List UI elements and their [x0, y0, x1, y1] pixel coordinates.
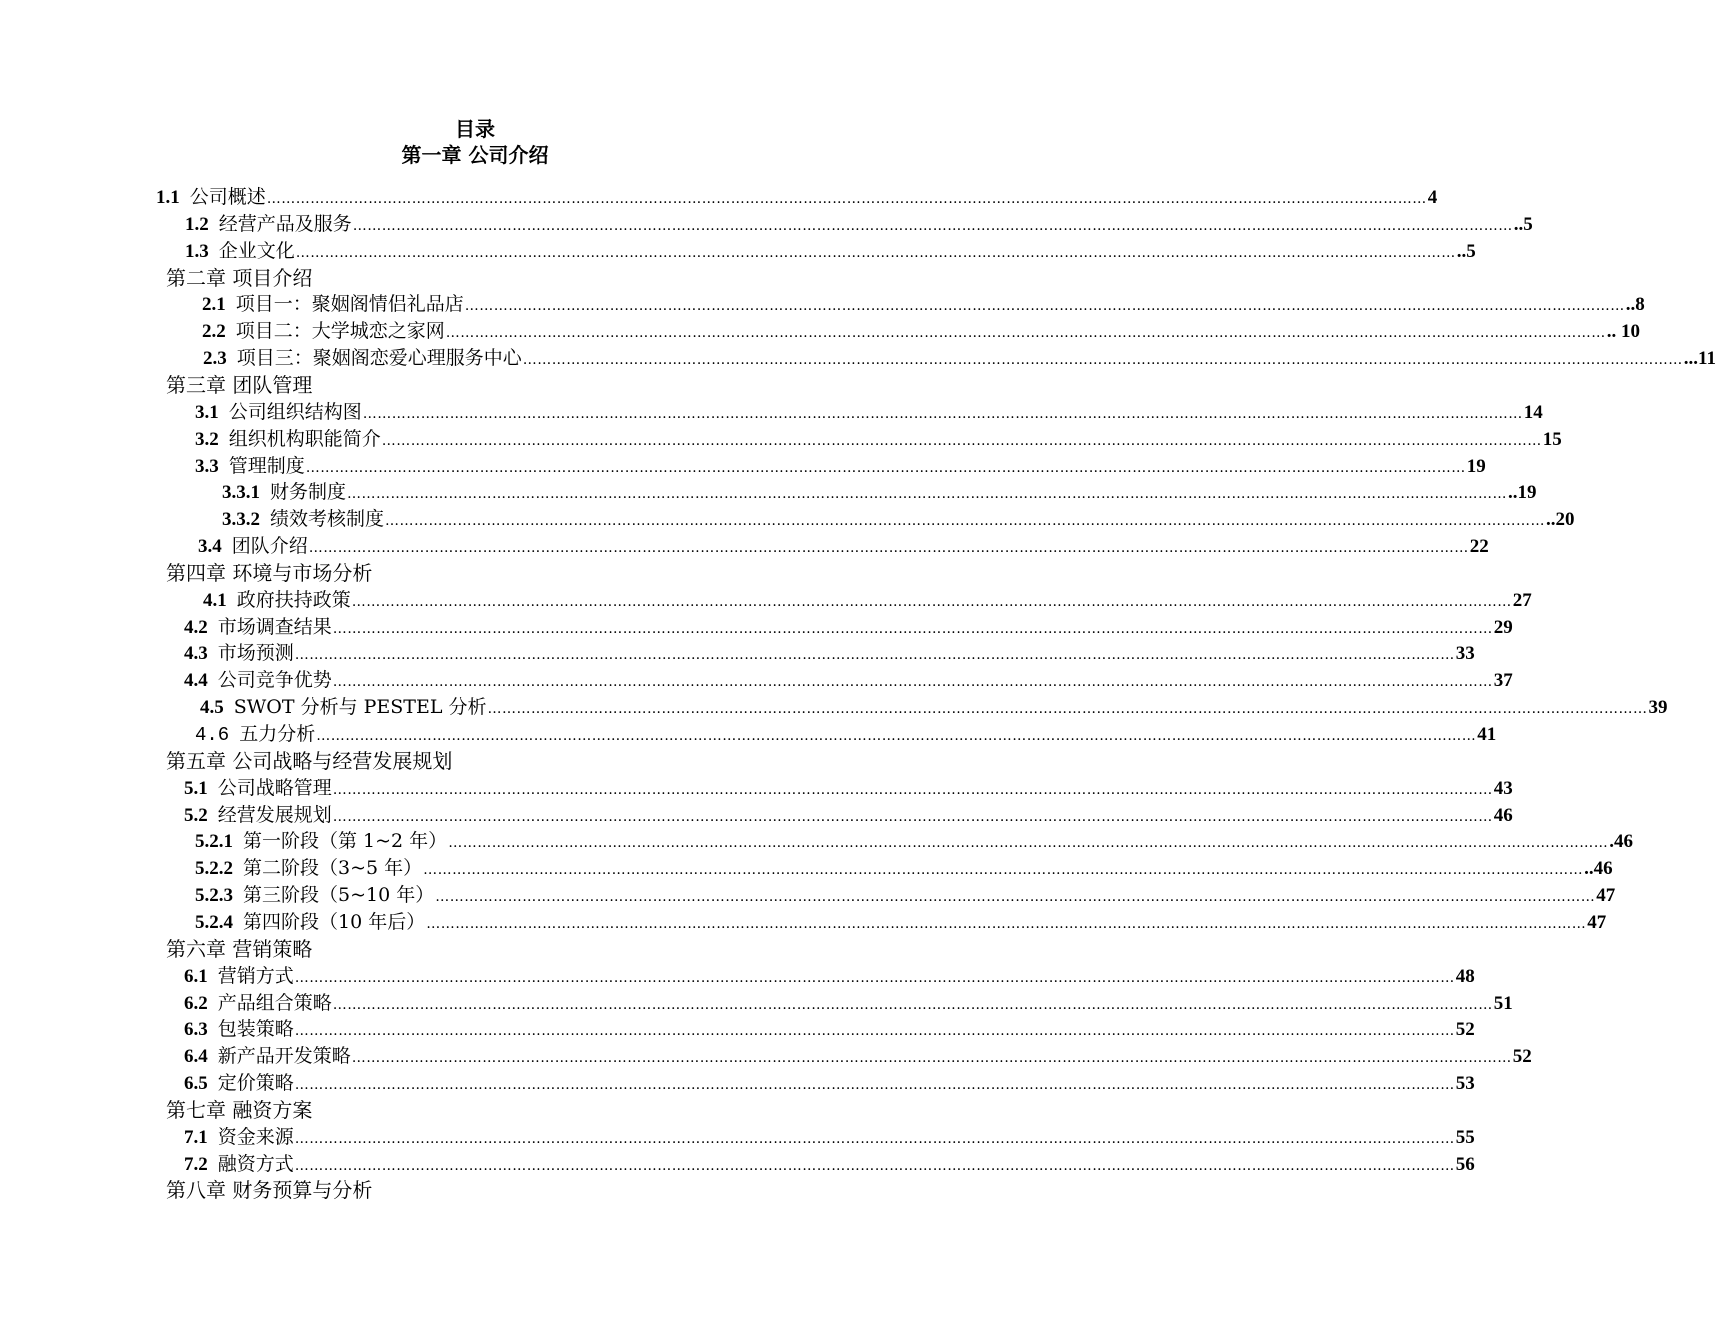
toc-chapter-heading	[166, 372, 312, 399]
toc-entry-label: 第四章 环境与市场分析	[166, 561, 373, 585]
toc-entry	[195, 399, 1543, 426]
toc-entry-label: 市场调查结果	[217, 616, 332, 638]
toc-entry-number: 1.3	[185, 241, 209, 262]
toc-page-number: 39	[1648, 697, 1668, 718]
toc-page-number: 43	[1493, 778, 1513, 799]
toc-entry-label: 企业文化	[218, 240, 295, 262]
toc-page-number: 37	[1493, 670, 1513, 691]
toc-dot-leader: ……………………………………………………………………………………………………………………………………………………………………………………………………………………	[351, 1050, 1512, 1066]
toc-page-number: 19	[1466, 456, 1486, 477]
toc-page-number: 52	[1512, 1046, 1532, 1067]
toc-entry-label: SWOT 分析与 PESTEL 分析	[233, 696, 487, 718]
toc-page-number: 33	[1455, 643, 1475, 664]
toc-entry-number: 5.2.3	[195, 885, 233, 906]
toc-dot-leader: ……………………………………………………………………………………………………………………………………………………………………………………………………………………	[332, 782, 1493, 798]
toc-entry-label: 绩效考核制度	[270, 508, 385, 530]
toc-dot-leader: ……………………………………………………………………………………………………………………………………………………………………………………………………………………	[332, 809, 1493, 825]
toc-entry-label: 资金来源	[217, 1126, 294, 1148]
toc-page-number: 15	[1542, 429, 1562, 450]
toc-entry-label: 项目一：聚姻阁情侣礼品店	[235, 293, 464, 315]
toc-entry	[202, 318, 1641, 345]
toc-entry	[184, 1124, 1475, 1151]
toc-entry-label: 五力分析	[239, 723, 316, 745]
toc-entry-number: 5.2	[184, 805, 208, 826]
toc-chapter-heading	[166, 1177, 372, 1204]
toc-entry-number: 5.2.2	[195, 858, 233, 879]
chapter-one-title: 第一章 公司介绍	[401, 143, 549, 167]
toc-dot-leader: ……………………………………………………………………………………………………………………………………………………………………………………………………………………	[352, 218, 1513, 234]
toc-page-number: 4	[1427, 187, 1438, 208]
toc-entry-number: 5.2.4	[195, 912, 233, 933]
toc-entry-number: 5.1	[184, 778, 208, 799]
toc-entry-number: 6.5	[184, 1073, 208, 1094]
toc-page-number: ..8	[1625, 294, 1645, 315]
toc-entry-number: 2.2	[202, 321, 226, 342]
toc-dot-leader: ……………………………………………………………………………………………………………………………………………………………………………………………………………………	[426, 916, 1587, 932]
toc-entry-number: 4.6	[195, 724, 230, 746]
toc-page-number: 55	[1455, 1127, 1475, 1148]
toc-dot-leader: ……………………………………………………………………………………………………………………………………………………………………………………………………………………	[294, 1131, 1455, 1147]
toc-dot-leader: ……………………………………………………………………………………………………………………………………………………………………………………………………………………	[385, 513, 1546, 529]
toc-entry	[185, 211, 1533, 238]
toc-page-number: ..20	[1546, 509, 1575, 530]
toc-page-number: 47	[1596, 885, 1616, 906]
toc-page-number: 48	[1455, 966, 1475, 987]
toc-dot-leader: ……………………………………………………………………………………………………………………………………………………………………………………………………………………	[294, 970, 1455, 986]
toc-dot-leader: ……………………………………………………………………………………………………………………………………………………………………………………………………………………	[316, 728, 1477, 744]
toc-entry	[195, 882, 1616, 909]
toc-chapter-heading	[166, 1097, 312, 1124]
toc-entry-label: 项目二：大学城恋之家网	[235, 320, 445, 342]
toc-entry-label: 第一阶段（第 1~2 年）	[243, 830, 448, 852]
toc-entry	[184, 667, 1513, 694]
toc-entry	[195, 721, 1497, 748]
toc-entry-label: 产品组合策略	[217, 992, 332, 1014]
toc-entry	[195, 426, 1562, 453]
toc-entry-label: 第五章 公司战略与经营发展规划	[166, 749, 453, 773]
toc-entry	[184, 990, 1513, 1017]
toc-dot-leader: ……………………………………………………………………………………………………………………………………………………………………………………………………………………	[448, 835, 1609, 851]
toc-entry-number: 4.2	[184, 617, 208, 638]
toc-entry-label: 财务制度	[270, 481, 347, 503]
toc-entry-number: 1.1	[156, 187, 180, 208]
toc-entry	[184, 1151, 1475, 1178]
toc-page-number: 22	[1469, 536, 1489, 557]
toc-entry-label: 市场预测	[217, 642, 294, 664]
toc-entry-label: 第七章 融资方案	[166, 1098, 313, 1122]
toc-dot-leader: ……………………………………………………………………………………………………………………………………………………………………………………………………………………	[332, 621, 1493, 637]
toc-entry-number: 7.1	[184, 1127, 208, 1148]
toc-entry-label: 第六章 营销策略	[166, 937, 313, 961]
toc-entry-label: 第三章 团队管理	[166, 373, 313, 397]
toc-dot-leader: ……………………………………………………………………………………………………………………………………………………………………………………………………………………	[435, 889, 1596, 905]
toc-entry-label: 营销方式	[217, 965, 294, 987]
toc-dot-leader: ……………………………………………………………………………………………………………………………………………………………………………………………………………………	[522, 352, 1683, 368]
toc-page-number: ...11	[1683, 348, 1716, 369]
toc-entry	[200, 694, 1668, 721]
toc-entry-number: 6.2	[184, 993, 208, 1014]
toc-entry	[222, 506, 1575, 533]
toc-dot-leader: ……………………………………………………………………………………………………………………………………………………………………………………………………………………	[294, 647, 1455, 663]
toc-entry-number: 3.4	[198, 536, 222, 557]
toc-entry-number: 4.1	[203, 590, 227, 611]
toc-entry-label: 管理制度	[228, 455, 305, 477]
toc-title: 目录	[455, 117, 495, 141]
toc-page-number: 46	[1493, 805, 1513, 826]
toc-entry	[184, 775, 1513, 802]
toc-dot-leader: ……………………………………………………………………………………………………………………………………………………………………………………………………………………	[445, 325, 1606, 341]
toc-entry	[198, 533, 1489, 560]
toc-entry-number: 6.1	[184, 966, 208, 987]
toc-entry-number: 2.3	[203, 348, 227, 369]
toc-entry	[195, 828, 1633, 855]
toc-entry	[184, 802, 1513, 829]
toc-chapter-heading	[166, 936, 312, 963]
toc-page-number: ..5	[1456, 241, 1476, 262]
toc-entry	[156, 184, 1438, 211]
toc-entry	[195, 855, 1613, 882]
toc-chapter-heading	[166, 265, 312, 292]
toc-entry-label: 团队介绍	[231, 535, 308, 557]
toc-entry-number: 6.4	[184, 1046, 208, 1067]
toc-page-number: ..19	[1508, 482, 1537, 503]
toc-entry-label: 公司战略管理	[217, 777, 332, 799]
toc-page-number: ..5	[1513, 214, 1533, 235]
toc-dot-leader: ……………………………………………………………………………………………………………………………………………………………………………………………………………………	[305, 460, 1466, 476]
toc-entry-number: 2.1	[202, 294, 226, 315]
toc-chapter-heading	[166, 560, 372, 587]
toc-dot-leader: ……………………………………………………………………………………………………………………………………………………………………………………………………………………	[308, 540, 1469, 556]
toc-entry-label: 第八章 财务预算与分析	[166, 1178, 373, 1202]
toc-entry	[202, 291, 1645, 318]
toc-entry-number: 6.3	[184, 1019, 208, 1040]
toc-entry	[195, 453, 1486, 480]
toc-entry-number: 3.3	[195, 456, 219, 477]
toc-entry	[184, 1043, 1532, 1070]
toc-page-number: 51	[1493, 993, 1513, 1014]
toc-entry-label: 经营发展规划	[217, 804, 332, 826]
toc-dot-leader: ……………………………………………………………………………………………………………………………………………………………………………………………………………………	[347, 486, 1508, 502]
toc-entry-label: 定价策略	[217, 1072, 294, 1094]
toc-entry	[184, 1070, 1475, 1097]
toc-entry-label: 第二阶段（3~5 年）	[243, 857, 423, 879]
toc-entry-label: 第三阶段（5~10 年）	[243, 884, 435, 906]
toc-entry	[203, 587, 1532, 614]
toc-page-number: .46	[1609, 831, 1633, 852]
toc-entry-number: 4.4	[184, 670, 208, 691]
toc-entry	[185, 238, 1476, 265]
toc-entry-label: 项目三：聚姻阁恋爱心理服务中心	[236, 347, 522, 369]
toc-entry-number: 1.2	[185, 214, 209, 235]
toc-entry-label: 政府扶持政策	[236, 589, 351, 611]
toc-entry	[184, 614, 1513, 641]
toc-dot-leader: ……………………………………………………………………………………………………………………………………………………………………………………………………………………	[332, 674, 1493, 690]
toc-entry-number: 4.3	[184, 643, 208, 664]
toc-entry-number: 3.2	[195, 429, 219, 450]
toc-entry	[195, 909, 1607, 936]
toc-page-number: 56	[1455, 1154, 1475, 1175]
toc-entry	[184, 1016, 1475, 1043]
toc-page-number: ..46	[1584, 858, 1613, 879]
toc-page-number: 14	[1523, 402, 1543, 423]
toc-dot-leader: ……………………………………………………………………………………………………………………………………………………………………………………………………………………	[294, 1023, 1455, 1039]
toc-entry-label: 新产品开发策略	[217, 1045, 351, 1067]
toc-page-number: 41	[1477, 724, 1497, 745]
toc-entry-number: 4.5	[200, 697, 224, 718]
toc-entry	[184, 963, 1475, 990]
toc-entry-number: 5.2.1	[195, 831, 233, 852]
toc-entry-label: 第四阶段（10 年后）	[243, 911, 426, 933]
toc-dot-leader: ……………………………………………………………………………………………………………………………………………………………………………………………………………………	[362, 406, 1523, 422]
toc-entry-number: 7.2	[184, 1154, 208, 1175]
toc-entry-label: 第二章 项目介绍	[166, 266, 313, 290]
toc-page-number: 29	[1493, 617, 1513, 638]
toc-dot-leader: ……………………………………………………………………………………………………………………………………………………………………………………………………………………	[332, 997, 1493, 1013]
toc-entry-label: 公司组织结构图	[228, 401, 362, 423]
toc-page-number: .. 10	[1606, 321, 1641, 342]
toc-dot-leader: ……………………………………………………………………………………………………………………………………………………………………………………………………………………	[351, 594, 1512, 610]
toc-entry-label: 融资方式	[217, 1153, 294, 1175]
toc-dot-leader: ……………………………………………………………………………………………………………………………………………………………………………………………………………………	[294, 1077, 1455, 1093]
toc-dot-leader: ……………………………………………………………………………………………………………………………………………………………………………………………………………………	[464, 298, 1625, 314]
toc-dot-leader: ……………………………………………………………………………………………………………………………………………………………………………………………………………………	[294, 1158, 1455, 1174]
toc-entry	[222, 479, 1537, 506]
toc-dot-leader: ……………………………………………………………………………………………………………………………………………………………………………………………………………………	[381, 433, 1542, 449]
toc-dot-leader: ……………………………………………………………………………………………………………………………………………………………………………………………………………………	[266, 191, 1427, 207]
toc-entry-label: 组织机构职能简介	[228, 428, 381, 450]
toc-entry-number: 3.3.2	[222, 509, 260, 530]
toc-entry-number: 3.1	[195, 402, 219, 423]
toc-dot-leader: ……………………………………………………………………………………………………………………………………………………………………………………………………………………	[423, 862, 1584, 878]
toc-dot-leader: ……………………………………………………………………………………………………………………………………………………………………………………………………………………	[487, 701, 1648, 717]
toc-entry-label: 包装策略	[217, 1018, 294, 1040]
toc-page-number: 47	[1587, 912, 1607, 933]
toc-page-number: 52	[1455, 1019, 1475, 1040]
toc-entry-number: 3.3.1	[222, 482, 260, 503]
toc-page-number: 27	[1512, 590, 1532, 611]
toc-entry-label: 公司概述	[189, 186, 266, 208]
toc-page-number: 53	[1455, 1073, 1475, 1094]
toc-entry	[184, 640, 1475, 667]
toc-dot-leader: ……………………………………………………………………………………………………………………………………………………………………………………………………………………	[295, 245, 1456, 261]
toc-entry	[203, 345, 1716, 372]
toc-chapter-heading	[166, 748, 452, 775]
toc-entry-label: 公司竞争优势	[217, 669, 332, 691]
toc-entry-label: 经营产品及服务	[218, 213, 352, 235]
